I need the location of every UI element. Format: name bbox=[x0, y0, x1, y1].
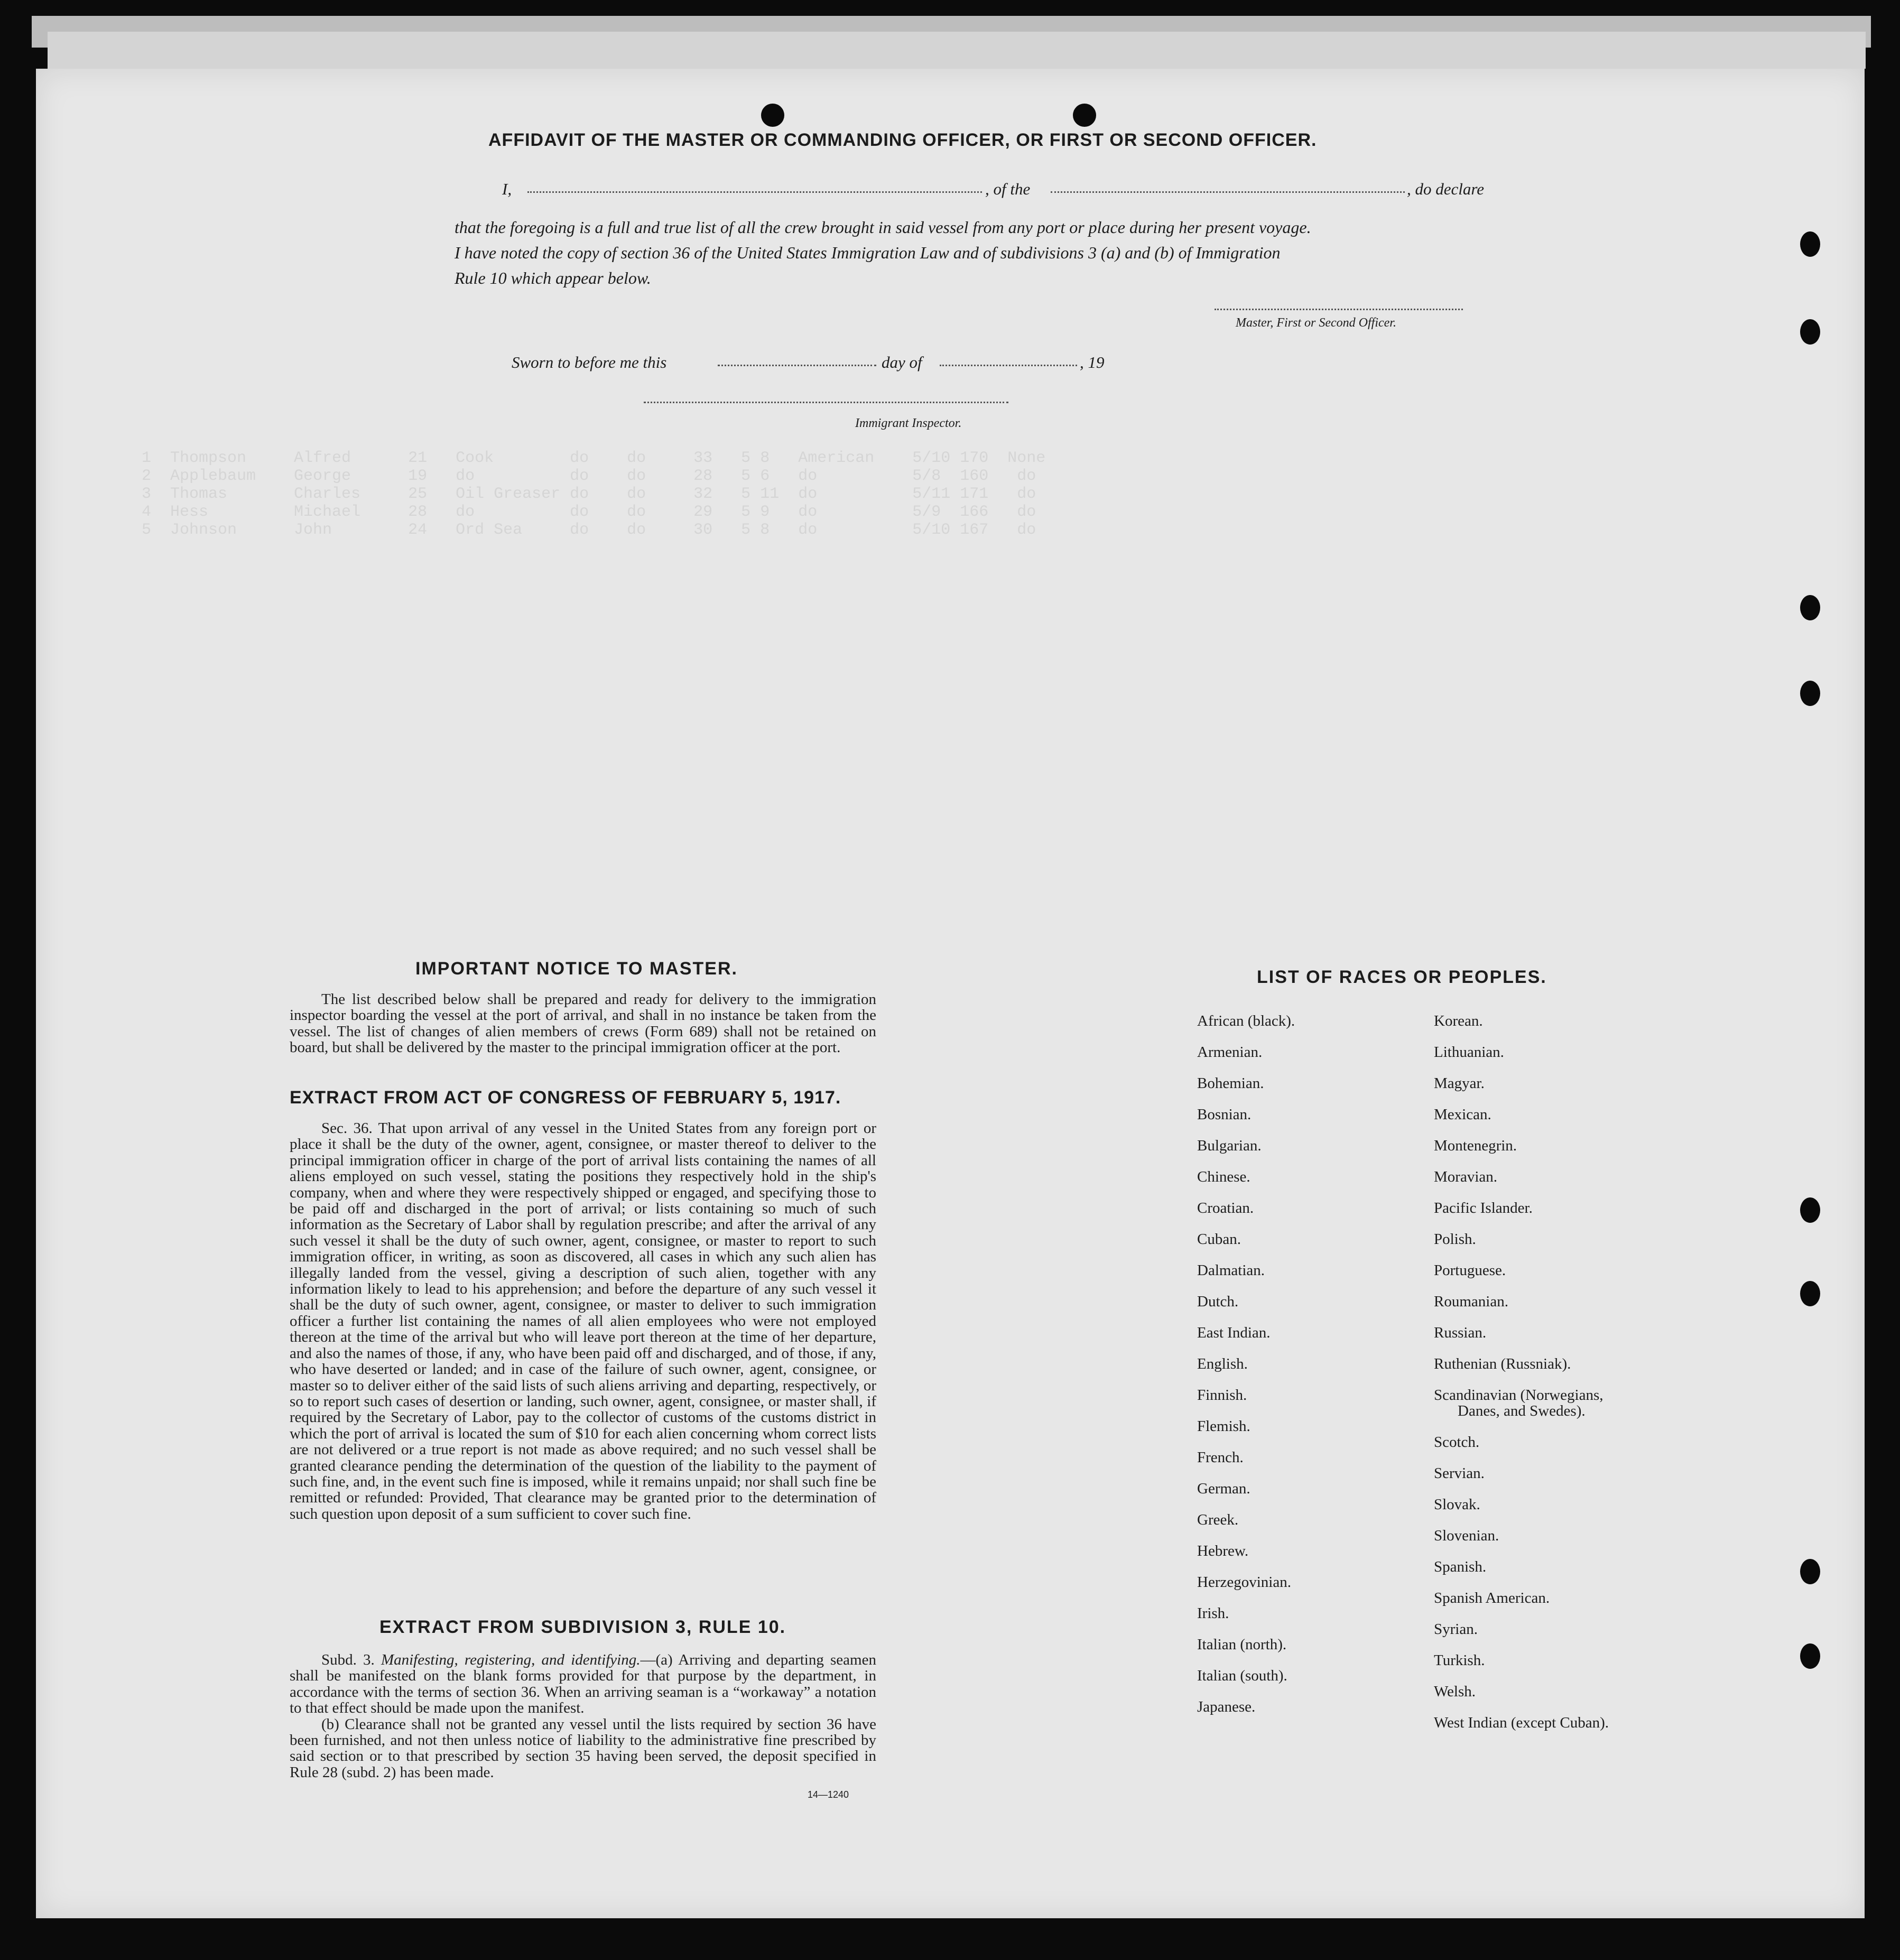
rule-paragraph-a bbox=[290, 1652, 876, 1716]
race-item: Ruthenian (Russniak). bbox=[1434, 1355, 1571, 1372]
race-item: Moravian. bbox=[1434, 1168, 1497, 1185]
race-item: Italian (north). bbox=[1197, 1636, 1287, 1653]
subd-a-text: —(a) Arriving and departing seamen shall be manifested on the blank forms provided for that purpose by the department, in accordance with the terms of section 36. When an arriving seaman is a “workaway” a notation to that effect should be made upon the manifest. bbox=[290, 1651, 876, 1717]
act-section-36-paragraph: Sec. 36. That upon arrival of any vessel in the United States from any foreign port or place it shall be the duty of the owner, agent, consignee, or master thereof to deliver to the principal immigration officer in charge of the port of arrival lists containing the names of all aliens employed on such vessel, stating the positions they respectively hold in the ship's company, when and where they were respectively shipped or engaged, and specifying those to be paid off and discharged in the port of arrival; or lists containing so much of such information as the Secretary of Labor shall by regulation prescribe; and after the arrival of any such vessel it shall be the duty of such owner, agent, consignee, or master to report to such immigration officer, in writing, as soon as discovered, all cases in which any such alien has illegally landed from the vessel, giving a description of such alien, together with any information likely to lead to his apprehension; and before the departure of any such vessel it shall be the duty of such owner, agent, consignee, or master to deliver to such immigration officer a further list containing the names of all alien employees who were not employed thereon at the time of the arrival but who will leave port thereon at the time of her departure, and also the names of those, if any, who have been paid off and discharged, and of those, if any, who have deserted or landed; and in case of the failure of such owner, agent, consignee, or master so to deliver either of the said lists of such aliens arriving and departing, respectively, or so to report such cases of desertion or landing, such owner, agent, consignee, or master shall, if required by the Secretary of Labor, pay to the collector of customs of the customs district in which the port of arrival is located the sum of $10 for each alien concerning whom correct lists are not delivered or a true report is not made as above required; and no such vessel shall be granted clearance pending the determination of the question of the liability to the payment of such fine, and, in the event such fine is imposed, while it remains unpaid; nor shall such fine be remitted or refunded: Provided, That clearance may be granted prior to the determination of such question upon deposit of a sum sufficient to cover such fine. bbox=[290, 1120, 876, 1522]
race-item: Montenegrin. bbox=[1434, 1137, 1517, 1154]
act-extract-title: EXTRACT FROM ACT OF CONGRESS OF FEBRUARY 5, 1917. bbox=[290, 1088, 841, 1108]
race-item: Bosnian. bbox=[1197, 1106, 1252, 1123]
master-signature-line bbox=[1215, 309, 1463, 310]
binder-hole bbox=[1800, 319, 1820, 345]
race-item: Croatian. bbox=[1197, 1200, 1254, 1216]
race-item: Slovak. bbox=[1434, 1496, 1480, 1513]
binder-hole bbox=[1800, 1281, 1820, 1306]
race-item: Dutch. bbox=[1197, 1293, 1239, 1310]
race-item: Greek. bbox=[1197, 1511, 1239, 1528]
binder-hole bbox=[1800, 595, 1820, 620]
race-item: Mexican. bbox=[1434, 1106, 1491, 1123]
race-item: Portuguese. bbox=[1434, 1262, 1506, 1279]
notice-body bbox=[290, 991, 876, 1056]
race-item: Spanish. bbox=[1434, 1558, 1487, 1575]
document-page bbox=[36, 69, 1865, 1918]
race-item: German. bbox=[1197, 1480, 1250, 1497]
race-item: Magyar. bbox=[1434, 1075, 1485, 1092]
rule-paragraph-b: (b) Clearance shall not be granted any vessel until the lists required by section 36 have been furnished, and not then unless notice of liability to the administrative fine prescribed by said section or to that prescribed by section 35 having been served, the deposit specified in Rule 28 (subd. 2) has been made. bbox=[290, 1715, 876, 1781]
race-item: Korean. bbox=[1434, 1012, 1483, 1029]
race-item: Finnish. bbox=[1197, 1387, 1247, 1404]
race-item: Dalmatian. bbox=[1197, 1262, 1265, 1279]
master-signature-label: Master, First or Second Officer. bbox=[1236, 316, 1396, 330]
race-item: West Indian (except Cuban). bbox=[1434, 1714, 1609, 1731]
affidavit-title: AFFIDAVIT OF THE MASTER OR COMMANDING OFFICER, OR FIRST OR SECOND OFFICER. bbox=[488, 130, 1317, 150]
race-item: Italian (south). bbox=[1197, 1667, 1287, 1684]
race-item: Irish. bbox=[1197, 1605, 1229, 1622]
race-item: Scotch. bbox=[1434, 1434, 1480, 1451]
race-item: Russian. bbox=[1434, 1324, 1487, 1341]
month-blank bbox=[940, 365, 1077, 366]
binder-hole bbox=[1800, 681, 1820, 706]
name-blank bbox=[527, 191, 982, 193]
rule-extract-title: EXTRACT FROM SUBDIVISION 3, RULE 10. bbox=[379, 1617, 786, 1637]
vessel-blank bbox=[1051, 191, 1405, 193]
race-item: Herzegovinian. bbox=[1197, 1574, 1291, 1591]
rule-extract-body bbox=[290, 1652, 876, 1780]
sworn-day-blank bbox=[718, 365, 876, 366]
bleed-through-manifest: 1 Thompson Alfred 21 Cook do do 33 5 8 American 5/10 170 None 2 Applebaum George 19 do do do 28 5 6 do 5/8 160 do 3 Thomas Charles 25 Oil Greaser do do 32 5 11 do 5/11 171 do 4 Hess Michael 28 do do do 29 5 9 do 5/9 166 do 5 Johnson John 24 Ord Sea do do 30 5 8 do 5/10 167 do bbox=[142, 449, 1046, 539]
back-page-edge bbox=[48, 32, 1866, 69]
race-item: Hebrew. bbox=[1197, 1543, 1249, 1559]
race-item: East Indian. bbox=[1197, 1324, 1271, 1341]
binder-hole bbox=[1800, 231, 1820, 257]
race-item: Bohemian. bbox=[1197, 1075, 1264, 1092]
race-item: Pacific Islander. bbox=[1434, 1200, 1533, 1216]
affidavit-line-2: that the foregoing is a full and true list of all the crew brought in said vessel from any port or place during her present voyage. bbox=[455, 218, 1311, 237]
race-item: Armenian. bbox=[1197, 1044, 1263, 1061]
race-item: Flemish. bbox=[1197, 1418, 1250, 1435]
notice-paragraph: The list described below shall be prepared and ready for delivery to the immigration inspector boarding the vessel at the port of arrival, and shall in no instance be taken from the vessel. The list of changes of alien members of crews (Form 689) shall not be retained on board, but shall be delivered by the master to the principal immigration officer at the port. bbox=[290, 991, 876, 1056]
race-item: Bulgarian. bbox=[1197, 1137, 1262, 1154]
race-item: Syrian. bbox=[1434, 1621, 1478, 1638]
affidavit-i: I, bbox=[502, 180, 512, 198]
day-of-text: day of bbox=[882, 353, 922, 371]
inspector-signature-line bbox=[644, 402, 1008, 403]
race-item: Welsh. bbox=[1434, 1683, 1476, 1700]
binder-hole bbox=[1800, 1197, 1820, 1223]
binder-hole bbox=[1800, 1559, 1820, 1584]
race-item: Chinese. bbox=[1197, 1168, 1250, 1185]
punch-hole bbox=[1073, 104, 1096, 127]
race-item: African (black). bbox=[1197, 1012, 1295, 1029]
affidavit-declare: , do declare bbox=[1407, 180, 1485, 198]
year-text: , 19 bbox=[1080, 353, 1105, 371]
inspector-label: Immigrant Inspector. bbox=[855, 416, 962, 430]
race-item: Polish. bbox=[1434, 1231, 1476, 1248]
affidavit-line-4: Rule 10 which appear below. bbox=[455, 268, 651, 287]
race-item: Spanish American. bbox=[1434, 1590, 1550, 1606]
race-item: Cuban. bbox=[1197, 1231, 1241, 1248]
race-item: Lithuanian. bbox=[1434, 1044, 1504, 1061]
punch-hole bbox=[761, 104, 784, 127]
race-item: English. bbox=[1197, 1355, 1248, 1372]
subd-lead: Subd. 3. bbox=[321, 1651, 375, 1668]
races-title: LIST OF RACES OR PEOPLES. bbox=[1257, 967, 1547, 987]
race-item: Scandinavian (Norwegians, bbox=[1434, 1387, 1604, 1404]
act-extract-body bbox=[290, 1120, 876, 1522]
race-item: Servian. bbox=[1434, 1465, 1485, 1482]
affidavit-line-3: I have noted the copy of section 36 of the United States Immigration Law and of subdivisions 3 (a) and (b) of Immigration bbox=[455, 243, 1281, 262]
affidavit-of-the: , of the bbox=[985, 180, 1031, 198]
race-item: Danes, and Swedes). bbox=[1458, 1402, 1586, 1419]
race-item: Turkish. bbox=[1434, 1652, 1485, 1669]
race-item: Roumanian. bbox=[1434, 1293, 1508, 1310]
race-item: French. bbox=[1197, 1449, 1244, 1466]
race-item: Japanese. bbox=[1197, 1698, 1256, 1715]
notice-title: IMPORTANT NOTICE TO MASTER. bbox=[415, 959, 738, 979]
form-number: 14—1240 bbox=[808, 1789, 849, 1800]
race-item: Slovenian. bbox=[1434, 1527, 1499, 1544]
sworn-text: Sworn to before me this bbox=[512, 353, 667, 371]
binder-hole bbox=[1800, 1643, 1820, 1669]
subd-heading: Manifesting, registering, and identifying. bbox=[381, 1651, 641, 1668]
